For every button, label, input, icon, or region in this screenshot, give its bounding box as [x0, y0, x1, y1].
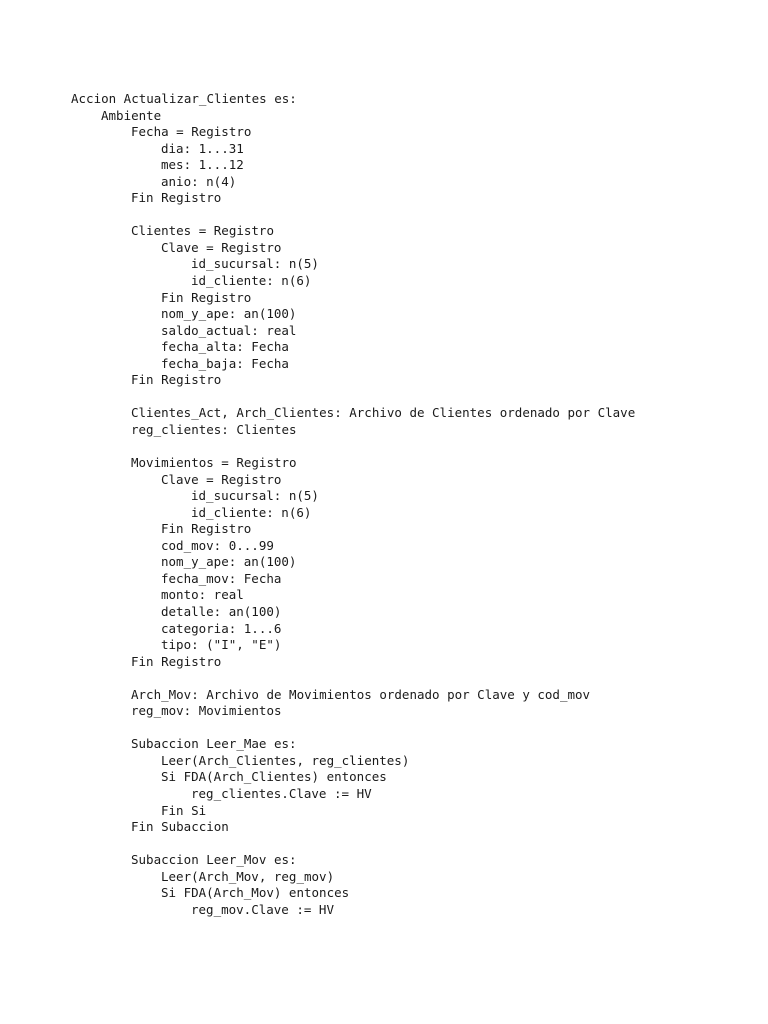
code-line: anio: n(4) [161, 173, 237, 189]
code-line: tipo: ("I", "E") [161, 637, 282, 653]
code-line: Fin Registro [131, 372, 222, 388]
code-line: Clave = Registro [161, 239, 282, 255]
code-line: Fin Registro [131, 653, 222, 669]
code-line: reg_mov: Movimientos [131, 703, 282, 719]
blank-line [71, 720, 635, 737]
code-line: fecha_alta: Fecha [161, 339, 289, 355]
code-line: nom_y_ape: an(100) [161, 306, 297, 322]
code-line: Fin Registro [161, 289, 252, 305]
code-line: Clientes = Registro [131, 223, 274, 239]
code-line: fecha_baja: Fecha [161, 355, 289, 371]
code-line: Accion Actualizar_Clientes es: [71, 91, 297, 106]
code-line: categoria: 1...6 [161, 620, 282, 636]
code-line: id_sucursal: n(5) [191, 256, 319, 272]
blank-line [71, 836, 635, 853]
code-line: detalle: an(100) [161, 603, 282, 619]
pseudocode-listing [71, 91, 635, 918]
code-line: reg_clientes.Clave := HV [191, 785, 372, 801]
code-line: Movimientos = Registro [131, 455, 297, 471]
code-line: Subaccion Leer_Mae es: [131, 736, 297, 752]
code-line: reg_mov.Clave := HV [191, 901, 334, 917]
blank-line [71, 207, 635, 224]
code-line: Fin Subaccion [131, 819, 229, 835]
code-line: Fin Registro [131, 190, 222, 206]
code-line: reg_clientes: Clientes [131, 421, 297, 437]
code-line: Ambiente [101, 107, 162, 123]
code-line: Si FDA(Arch_Mov) entonces [161, 885, 350, 901]
blank-line [71, 438, 635, 455]
code-line: Leer(Arch_Mov, reg_mov) [161, 868, 335, 884]
code-line: Fin Registro [161, 521, 252, 537]
code-line: Fin Si [161, 802, 207, 818]
code-line: Clave = Registro [161, 471, 282, 487]
code-line: id_cliente: n(6) [191, 273, 312, 289]
blank-line [71, 389, 635, 406]
code-line: dia: 1...31 [161, 140, 244, 156]
code-line: Leer(Arch_Clientes, reg_clientes) [161, 752, 410, 768]
code-line: cod_mov: 0...99 [161, 537, 274, 553]
code-line: Clientes_Act, Arch_Clientes: Archivo de Clientes ordenado por Clave [131, 405, 636, 421]
code-line: saldo_actual: real [161, 322, 297, 338]
code-line: monto: real [161, 587, 244, 603]
code-line: Fecha = Registro [131, 124, 252, 140]
code-line: nom_y_ape: an(100) [161, 554, 297, 570]
code-line: Subaccion Leer_Mov es: [131, 852, 297, 868]
blank-line [71, 670, 635, 687]
code-line: id_cliente: n(6) [191, 504, 312, 520]
code-line: mes: 1...12 [161, 157, 244, 173]
code-line: Si FDA(Arch_Clientes) entonces [161, 769, 387, 785]
code-line: fecha_mov: Fecha [161, 570, 282, 586]
code-line: id_sucursal: n(5) [191, 488, 319, 504]
code-line: Arch_Mov: Archivo de Movimientos ordenado por Clave y cod_mov [131, 686, 591, 702]
